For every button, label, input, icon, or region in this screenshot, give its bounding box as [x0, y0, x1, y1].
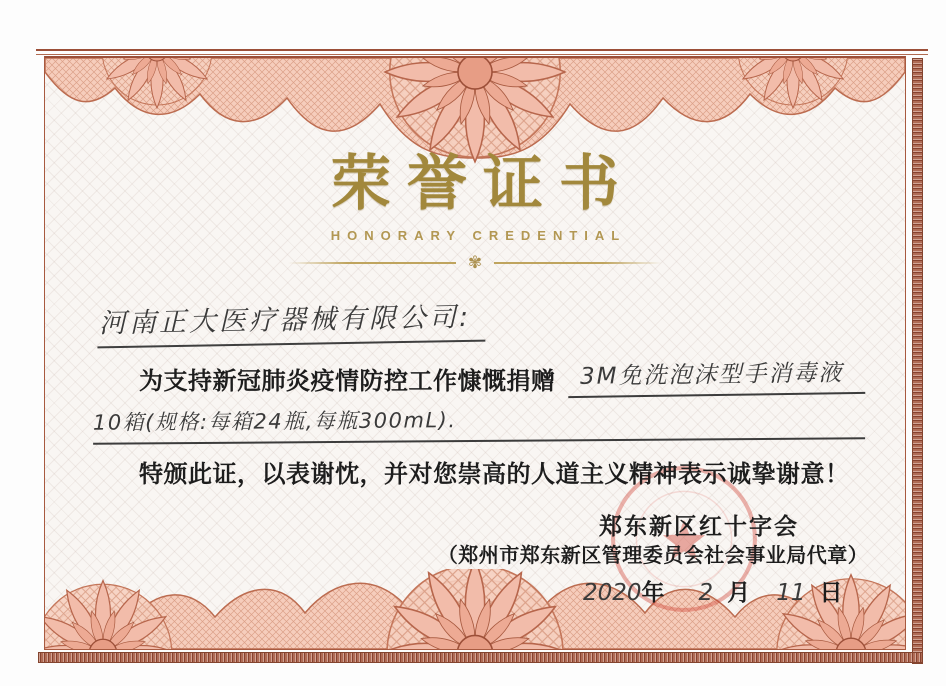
- date-day-unit: 日: [819, 580, 843, 605]
- date-month-handwritten: 2: [698, 580, 714, 606]
- ornate-border-bottom: [38, 652, 923, 663]
- recipient-line: [97, 298, 485, 345]
- date-year-handwritten: 2020: [583, 580, 642, 606]
- issuer-note: （郑州市郑东新区管理委员会社会事业局代章）: [437, 545, 869, 567]
- certificate-title: 荣誉证书: [331, 149, 635, 219]
- divider-line-right: [494, 262, 662, 264]
- divider-floral-icon: ✾: [467, 253, 483, 272]
- recipient-name: 河南正大医疗器械有限公司:: [97, 295, 486, 349]
- divider-line-left: [288, 262, 456, 264]
- title-divider: [45, 254, 905, 271]
- donation-item-handwritten: 3M免洗泡沫型手消毒液: [567, 354, 865, 398]
- outer-double-line: [36, 49, 928, 55]
- issuer-name: 郑东新区红十字会: [599, 514, 799, 539]
- donation-line: [139, 356, 881, 396]
- ornate-border-right: [912, 58, 923, 664]
- certificate-paper: [44, 56, 906, 650]
- date-month-unit: 月: [727, 580, 751, 605]
- date-line: [583, 574, 842, 607]
- certificate-subtitle: HONORARY CREDENTIAL: [330, 228, 627, 243]
- donation-quantity-handwritten: 10箱(规格:每箱24瓶,每瓶300mL).: [93, 401, 865, 444]
- donation-intro-text: 为支持新冠肺炎疫情防控工作慷慨捐赠: [139, 369, 556, 395]
- date-year-unit: 年: [641, 580, 665, 605]
- closing-sentence: 特颁此证，以表谢忱，并对您崇高的人道主义精神表示诚挚谢意！: [139, 462, 850, 488]
- date-day-handwritten: 11: [776, 580, 806, 606]
